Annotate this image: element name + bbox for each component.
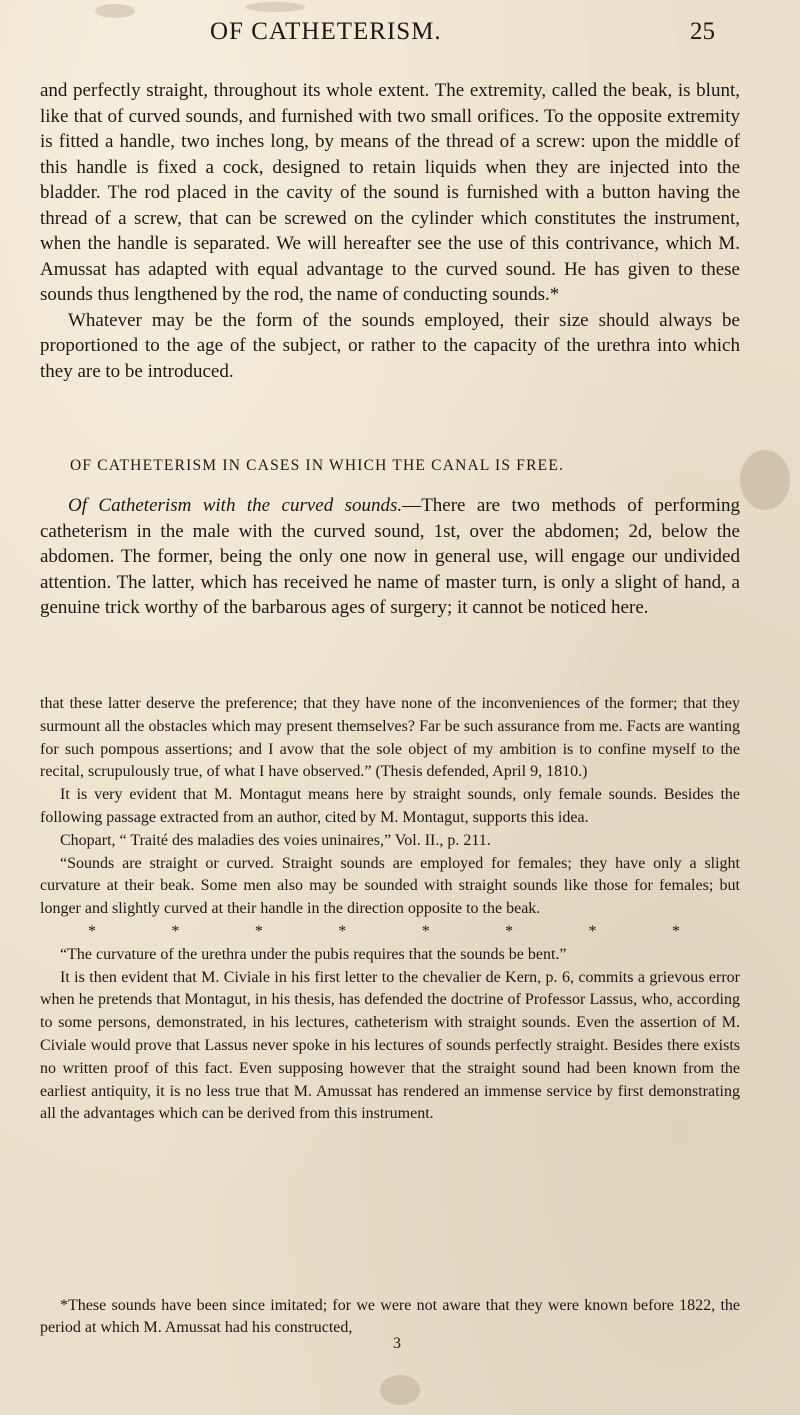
asterisk: * [88,922,96,940]
page-header [0,18,800,58]
section-text [40,493,740,621]
paper-stain [740,450,790,510]
paragraph [40,493,740,621]
paper-stain [380,1375,420,1405]
footnote: *These sounds have been since imitated; for we were not aware that they were known before 1822, the period at which M. Amussat had his constructed, [40,1297,740,1336]
paragraph: “Sounds are straight or curved. Straight sounds are employed for females; they have only a slight curvature at their beak. Some men also may be sounded with straight sounds like those for females; but longer and slightly curved at their handle in the direction opposite to the beak. [40,854,740,918]
paragraph: “The curvature of the urethra under the pubis requires that the sounds be bent.” [60,945,567,963]
page-number: 25 [690,18,715,45]
paper-stain [245,2,305,12]
section-heading: OF CATHETERISM IN CASES IN WHICH THE CANAL IS FREE. [70,457,565,474]
asterisk: * [254,922,263,940]
asterisk: * [505,922,514,940]
running-title: OF CATHETERISM. [210,18,442,45]
paragraph: that these latter deserve the preference; that they have none of the inconveniences of the former; that they surmount all the obstacles which may present themselves? Far be such assurance from me. Facts are wanting for such pompous assertions; and I avow that the sole object of my ambition is to confine myself to the recital, scrupulously true, of what I have observed.” (Thesis defended, April 9, 1810.) [40,695,740,781]
asterisk: * [338,922,347,940]
asterisk: * [421,922,430,940]
signature-mark: 3 [393,1335,401,1352]
paragraph: Whatever may be the form of the sounds employed, their size should always be proportioned to the age of the subject, or rather to the capacity of the urethra into which they are to be introduced. [40,309,740,382]
paragraph: It is very evident that M. Montagut means here by straight sounds, only female sounds. Besides the following passage extracted from an author, cited by M. Montagut, supports this idea. [40,786,740,826]
paragraph: It is then evident that M. Civiale in his first letter to the chevalier de Kern, p. 6, commits a grievous error when he pretends that Montagut, in his thesis, has defended the doctrine of Professor Lassus, who, according to some persons, demonstrated, in his lectures, catheterism with straight sounds. Even the assertion of M. Civiale would prove that Lassus never spoke in his lectures of sounds perfectly straight. Besides there exists no written proof of this fact. Even supposing however that the straight sound had been known from the earliest antiquity, it is no less true that M. Amussat has rendered an immense service by first demonstrating all the advantages which can be derived from this instrument. [40,968,740,1123]
quoted-text [40,693,740,1126]
section-lead: Of Catheterism with the curved sounds. [68,495,403,516]
asterisk: * [671,922,680,940]
paragraph: Chopart, “ Traité des maladies des voies uninaires,” Vol. II., p. 211. [60,831,491,849]
asterisk: * [588,922,597,940]
paragraph: and perfectly straight, throughout its whole extent. The extremity, called the beak, is blunt, like that of curved sounds, and furnished with two small orifices. To the opposite extremity is fitted a handle, two inches long, by means of the thread of a screw: upon the middle of this handle is fixed a cock, designed to retain liquids when they are injected into the bladder. The rod placed in the cavity of the sound is furnished with a button having the thread of a screw, that can be screwed on the cylinder which constitutes the instrument, when the handle is separated. We will hereafter see the use of this contrivance, which M. Amussat has adapted with equal advantage to the curved sound. He has given to these sounds thus lengthened by the rod, the name of conducting sounds.* [40,80,740,305]
section-paragraph: —There are two methods of performing catheterism in the male with the curved sound, 1st, over the abdomen; 2d, below the abdomen. The former, being the only one now in general use, will engage our undivided attention. The latter, which has received he name of master turn, is only a slight of hand, a genuine trick worthy of the barbarous ages of surgery; it cannot be noticed here. [40,495,740,618]
asterisk-separator [40,921,740,944]
paper-stain [95,4,135,18]
main-text [40,78,740,384]
asterisk: * [171,922,180,940]
